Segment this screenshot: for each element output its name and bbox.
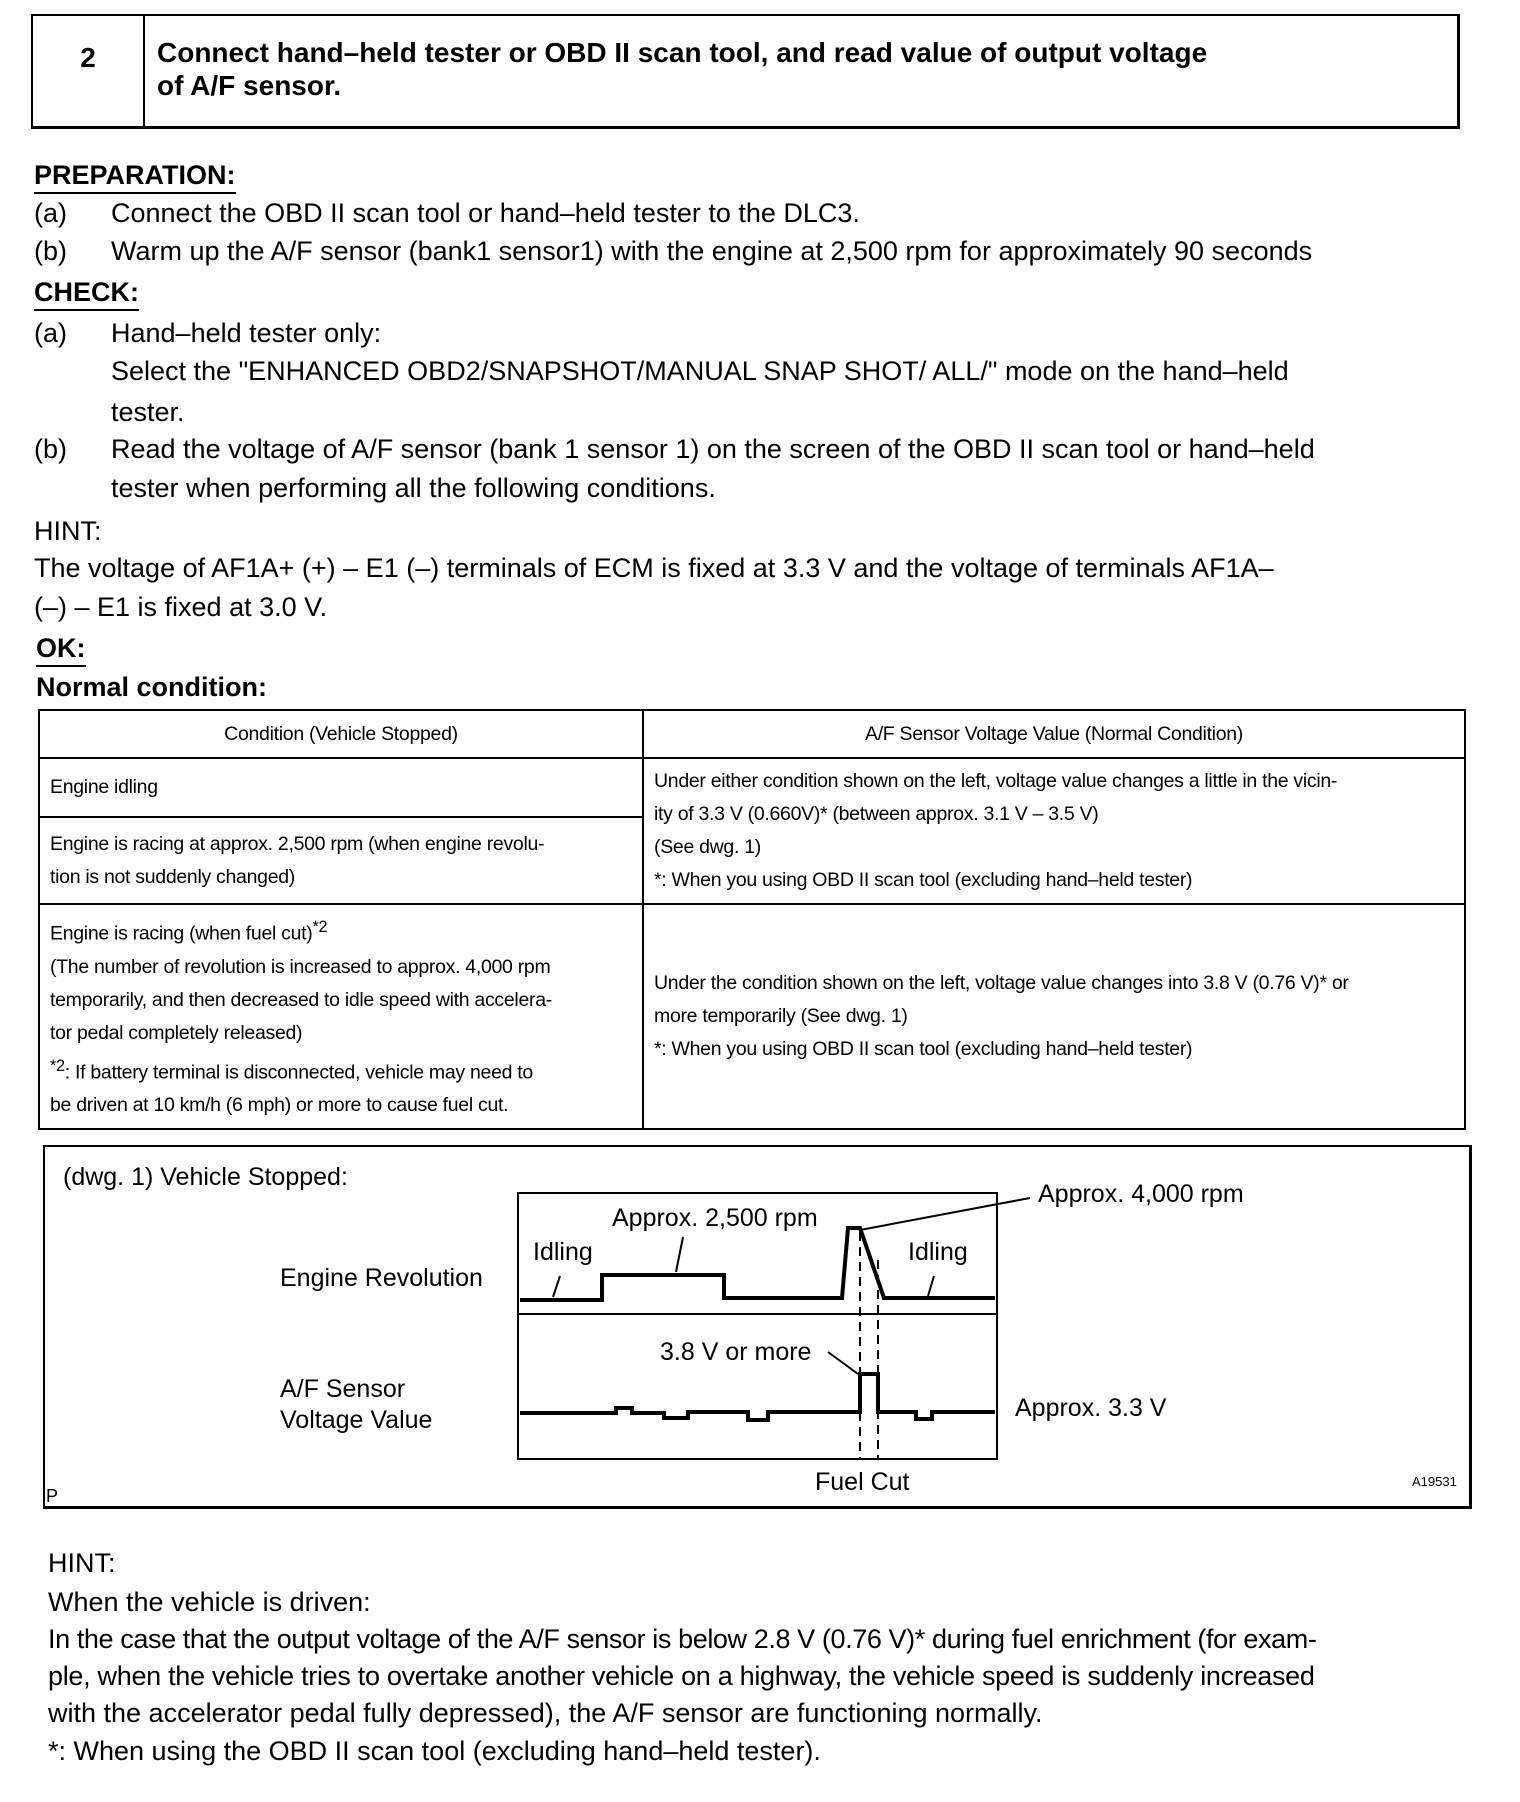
cell-line: *: When you using OBD II scan tool (excluding hand–held tester): [654, 869, 1193, 891]
rpm-4000-label: Approx. 4,000 rpm: [1038, 1180, 1244, 1208]
hint-text: with the accelerator pedal fully depressed), the A/F sensor are functioning normally.: [48, 1698, 1043, 1728]
cell-line: more temporarily (See dwg. 1): [654, 1005, 908, 1027]
sensor-label: Voltage Value: [280, 1406, 433, 1434]
item-label: (b): [34, 434, 67, 464]
cell-line: tion is not suddenly changed): [50, 865, 295, 888]
cell-line: ity of 3.3 V (0.660V)* (between approx. 3.1 V – 3.5 V): [654, 803, 1099, 825]
preparation-heading-text: PREPARATION:: [34, 160, 236, 194]
hint-text: (–) – E1 is fixed at 3.0 V.: [34, 592, 328, 622]
hint-heading: HINT:: [34, 516, 102, 546]
footnote-mark: *2: [50, 1056, 65, 1075]
step-title-line: of A/F sensor.: [157, 70, 342, 101]
cell-line: Under the condition shown on the left, voltage value changes into 3.8 V (0.76 V)* or: [654, 972, 1349, 994]
item-label: (a): [34, 198, 67, 228]
step-title-line: Connect hand–held tester or OBD II scan tool, and read value of output voltage: [157, 37, 1208, 68]
cell-line: *: When you using OBD II scan tool (excluding hand–held tester): [654, 1038, 1193, 1060]
item-label: (a): [34, 318, 67, 348]
leader-line: [860, 1198, 1030, 1230]
sensor-label: A/F Sensor: [280, 1375, 406, 1403]
hint-text: In the case that the output voltage of the A/F sensor is below 2.8 V (0.76 V)* during fuel enrichment (for exam-: [48, 1624, 1317, 1654]
figure-id: A19531: [1412, 1474, 1457, 1489]
item-text: Warm up the A/F sensor (bank1 sensor1) with the engine at 2,500 rpm for approximately 90 seconds: [111, 236, 1313, 266]
item-label: (b): [34, 236, 67, 266]
fuel-cut-label: Fuel Cut: [815, 1468, 910, 1496]
corner-mark: P: [46, 1486, 59, 1506]
cell-line: tor pedal completely released): [50, 1021, 303, 1044]
cell-line: be driven at 10 km/h (6 mph) or more to cause fuel cut.: [50, 1094, 509, 1116]
idling-label: Idling: [533, 1238, 593, 1266]
item-text: Select the "ENHANCED OBD2/SNAPSHOT/MANUAL SNAP SHOT/ ALL/" mode on the hand–held: [111, 356, 1289, 386]
sensor-voltage-trace: [520, 1374, 995, 1420]
voltage-38-label: 3.8 V or more: [660, 1338, 812, 1366]
check-heading-text: CHECK:: [34, 277, 139, 311]
cell-line: (See dwg. 1): [654, 836, 761, 858]
item-text: Read the voltage of A/F sensor (bank 1 sensor 1) on the screen of the OBD II scan tool or hand–held: [111, 434, 1315, 464]
rpm-2500-label: Approx. 2,500 rpm: [612, 1204, 818, 1232]
cell-line: Engine is racing at approx. 2,500 rpm (when engine revolu-: [50, 832, 545, 855]
leader-line: [676, 1237, 683, 1272]
step-number: 2: [33, 16, 145, 126]
voltage-33-label: Approx. 3.3 V: [1015, 1394, 1167, 1422]
footnote-mark: *2: [312, 918, 328, 936]
cell-text: Engine is racing (when fuel cut): [50, 922, 313, 945]
cell-line: temporarily, and then decreased to idle speed with accelera-: [50, 988, 552, 1011]
normal-condition-heading: Normal condition:: [36, 672, 267, 702]
ok-heading-text: OK:: [36, 633, 86, 667]
item-text: Hand–held tester only:: [111, 318, 382, 348]
drawing-title: (dwg. 1) Vehicle Stopped:: [63, 1163, 348, 1191]
column-header: A/F Sensor Voltage Value (Normal Condition): [643, 710, 1465, 758]
hint-text: *: When using the OBD II scan tool (excluding hand–held tester).: [48, 1736, 821, 1766]
leader-line: [828, 1352, 858, 1374]
hint-text: When the vehicle is driven:: [48, 1587, 371, 1617]
idling-label: Idling: [908, 1238, 968, 1266]
item-text: Connect the OBD II scan tool or hand–held tester to the DLC3.: [111, 198, 860, 228]
cell-text: : If battery terminal is disconnected, vehicle may need to: [64, 1061, 533, 1083]
leader-line: [553, 1276, 560, 1297]
hint-text: The voltage of AF1A+ (+) – E1 (–) terminals of ECM is fixed at 3.3 V and the voltage of terminals AF1A–: [34, 553, 1274, 583]
item-text: tester when performing all the following conditions.: [111, 473, 716, 503]
engine-revolution-label: Engine Revolution: [280, 1264, 483, 1292]
cell-line: Under either condition shown on the left, voltage value changes a little in the vicin-: [654, 770, 1338, 792]
leader-line: [928, 1276, 934, 1296]
condition-cell: Engine idling: [39, 758, 643, 817]
item-text: tester.: [111, 397, 185, 427]
hint-text: ple, when the vehicle tries to overtake another vehicle on a highway, the vehicle speed is suddenly increased: [48, 1661, 1315, 1691]
cell-line: (The number of revolution is increased to approx. 4,000 rpm: [50, 955, 551, 978]
hint-heading: HINT:: [48, 1548, 116, 1578]
column-header: Condition (Vehicle Stopped): [39, 710, 643, 758]
